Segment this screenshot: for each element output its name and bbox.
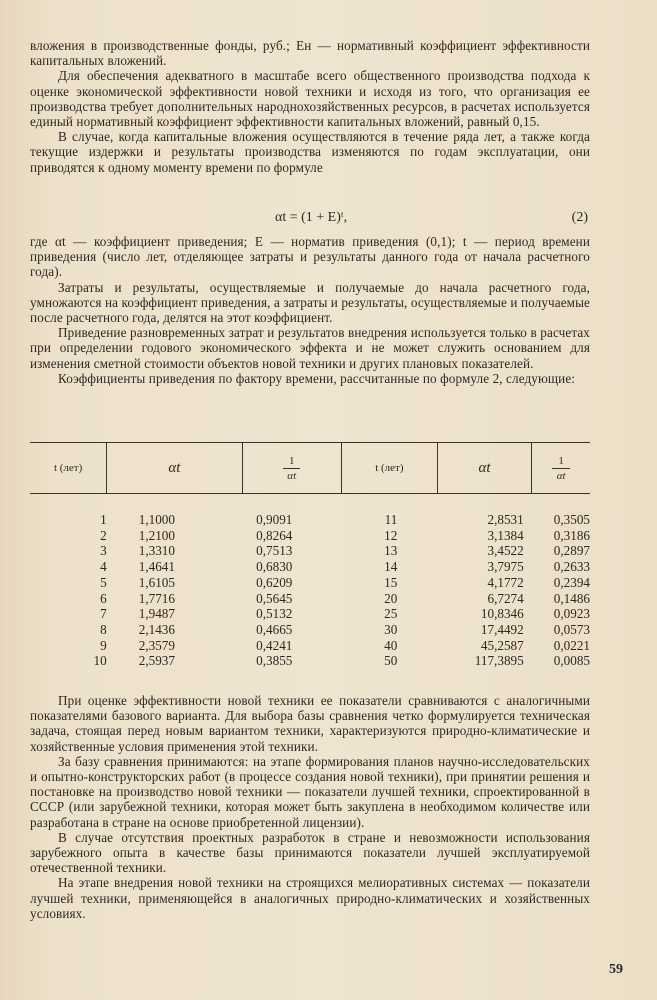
cell-value: 14: [384, 559, 398, 575]
cell-inverse-right: 0,1486: [553, 590, 590, 606]
coefficient-table: [30, 442, 590, 669]
cell-t-left: [30, 575, 107, 591]
cell-t-left: [30, 606, 107, 622]
table-row: [30, 528, 590, 544]
cell-inverse-right: 0,2633: [553, 559, 590, 575]
cell-t-right: [341, 494, 437, 528]
table-row: [30, 653, 590, 669]
cell-value: 12: [384, 527, 398, 543]
cell-t-left: [30, 543, 107, 559]
cell-value: 3: [100, 543, 107, 559]
table-body: [30, 494, 590, 670]
cell-alpha-right: 17,4492: [480, 621, 524, 637]
paragraph: За базу сравнения принимаются: на этапе формирования планов научно-исследовательских и опытно-конструкторских работ (в процессе создания новой техники), при принятии решения и постановке на производство новой техники — показатели лучшей техники, спроектированной в СССР (или зарубежной техники, которая может быть закуплена в необходимом количестве или разработана в стране на основе приобретенной лицензии).: [30, 753, 590, 830]
fraction: [552, 455, 570, 482]
cell-alpha-left: 2,5937: [138, 653, 175, 669]
cell-inverse-right: 0,2897: [553, 543, 590, 559]
cell-alpha-left: 2,3579: [138, 637, 175, 653]
cell-value: 9: [100, 637, 107, 653]
cell-inverse-left: 0,8264: [256, 527, 293, 543]
formula-expression: αt = (1 + E)ᵗ,: [275, 210, 348, 225]
cell-alpha-left: 1,1000: [138, 512, 175, 527]
formula-number: (2): [571, 210, 588, 225]
header-alpha-right: [437, 443, 531, 494]
cell-inverse-right: 0,0221: [553, 637, 590, 653]
cell-t-right: [341, 591, 437, 607]
cell-alpha-right: 6,7274: [487, 590, 524, 606]
cell-t-right: [341, 543, 437, 559]
cell-value: 30: [384, 621, 398, 637]
fraction: [283, 455, 301, 482]
fraction-numerator: 1: [283, 455, 301, 469]
cell-alpha-left: 1,7716: [138, 590, 175, 606]
cell-inverse-right: 0,3505: [553, 512, 590, 527]
cell-alpha-left: 1,6105: [138, 574, 175, 590]
cell-value: 10: [93, 653, 107, 669]
table-header-row: [30, 443, 590, 494]
fraction-numerator: 1: [552, 455, 570, 469]
cell-value: 4: [100, 559, 107, 575]
cell-inverse-right: 0,3186: [553, 527, 590, 543]
header-t-left: t (лет): [30, 443, 107, 494]
cell-value: 8: [100, 621, 107, 637]
cell-alpha-left: 1,2100: [138, 527, 175, 543]
paragraph: Для обеспечения адекватного в масштабе всего общественного производства подхода к оценке экономической эффективности новой техники и исходя из того, что организация ее производства требует дополнительных народнохозяйственных ресурсов, в расчетах используется единый нормативный коэффициент эффективности капитальных вложений, равный 0,15.: [30, 68, 590, 130]
cell-t-right: [341, 622, 437, 638]
cell-value: 13: [384, 543, 398, 559]
cell-value: 40: [384, 637, 398, 653]
cell-alpha-right: 4,1772: [487, 574, 524, 590]
paragraph: В случае, когда капитальные вложения осуществляются в течение ряда лет, а также когда текущие издержки и результаты производства изменяются по годам эксплуатации, они приводятся к одному моменту времени по формуле: [30, 129, 590, 175]
table-row: [30, 622, 590, 638]
fraction-denominator: αt: [556, 469, 566, 482]
cell-alpha-right: 3,7975: [487, 559, 524, 575]
cell-inverse-left: 0,6209: [256, 574, 293, 590]
cell-value: 20: [384, 590, 398, 606]
cell-t-left: [30, 622, 107, 638]
top-text-block: [30, 38, 590, 175]
cell-value: 2: [100, 527, 107, 543]
paragraph: При оценке эффективности новой техники ее показатели сравниваются с аналогичными показателями базового варианта. Для выбора базы сравнения четко формулируется техническая задача, стоящая перед новым вариантом техники, характеризуются природно-климатические и хозяйственные условия применения этой техники.: [30, 693, 590, 754]
cell-t-left: [30, 559, 107, 575]
middle-text-block: [30, 234, 590, 386]
cell-value: 6: [100, 590, 107, 606]
cell-inverse-left: 0,4241: [256, 637, 293, 653]
fraction-denominator: αt: [287, 469, 297, 482]
cell-inverse-right: 0,0085: [553, 653, 590, 669]
cell-value: 1: [100, 512, 107, 527]
cell-t-right: [341, 606, 437, 622]
table-row: [30, 638, 590, 654]
cell-value: 7: [100, 606, 107, 622]
cell-inverse-right: 0,0573: [553, 621, 590, 637]
table-row: [30, 494, 590, 528]
formula-line: [30, 210, 590, 230]
cell-alpha-left: 1,4641: [138, 559, 175, 575]
cell-alpha-left: 1,3310: [138, 543, 175, 559]
cell-t-left: [30, 653, 107, 669]
cell-t-left: [30, 638, 107, 654]
cell-t-right: [341, 575, 437, 591]
cell-value: 5: [100, 574, 107, 590]
table-row: [30, 591, 590, 607]
cell-alpha-right: 3,4522: [487, 543, 524, 559]
cell-alpha-right: 45,2587: [480, 637, 524, 653]
page-number: 59: [609, 962, 623, 977]
table-row: [30, 543, 590, 559]
cell-t-right: [341, 653, 437, 669]
table-row: [30, 606, 590, 622]
cell-inverse-right: 0,0923: [553, 606, 590, 622]
cell-t-right: [341, 528, 437, 544]
cell-t-left: [30, 494, 107, 528]
cell-t-left: [30, 528, 107, 544]
cell-alpha-right: 117,3895: [474, 653, 524, 669]
cell-alpha-left: 2,1436: [138, 621, 175, 637]
paragraph: Коэффициенты приведения по фактору времени, рассчитанные по формуле 2, следующие:: [58, 370, 576, 386]
cell-value: 25: [384, 606, 398, 622]
bottom-text-block: [30, 693, 590, 921]
cell-inverse-left: 0,7513: [256, 543, 293, 559]
cell-alpha-right: 3,1384: [487, 527, 524, 543]
cell-value: 15: [384, 574, 398, 590]
table-row: [30, 559, 590, 575]
cell-inverse-left: 0,3855: [256, 653, 293, 669]
cell-inverse-left: 0,5132: [256, 606, 293, 622]
cell-alpha-right: 10,8346: [480, 606, 524, 622]
header-alpha-left: [107, 443, 242, 494]
cell-inverse-left: 0,5645: [256, 590, 293, 606]
paragraph: На этапе внедрения новой техники на строящихся мелиоративных системах — показатели лучшей техники, применяющейся в аналогичных природно-климатических и хозяйственных условиях.: [30, 875, 590, 921]
cell-inverse-right: 0,2394: [553, 574, 590, 590]
paragraph: В случае отсутствия проектных разработок в стране и невозможности использования зарубежного опыта в качестве базы принимаются показатели лучшей эксплуатируемой отечественной техники.: [30, 829, 590, 876]
cell-inverse-left: 0,9091: [256, 512, 293, 527]
cell-alpha-left: 1,9487: [138, 606, 175, 622]
table-row: [30, 575, 590, 591]
cell-t-right: [341, 559, 437, 575]
paragraph: вложения в производственные фонды, руб.; Eн — нормативный коэффициент эффективности капитальных вложений.: [30, 38, 590, 69]
alpha-symbol: αt: [478, 459, 491, 476]
cell-inverse-left: 0,4665: [256, 621, 293, 637]
paragraph: где αt — коэффициент приведения; E — норматив приведения (0,1); t — период времени приведения (число лет, отделяющее затраты и результаты данного года от начала расчетного года).: [30, 234, 590, 280]
header-inverse-right: [532, 443, 590, 494]
cell-value: 50: [384, 653, 398, 669]
header-inverse-left: [242, 443, 341, 494]
cell-value: 11: [384, 512, 398, 527]
alpha-symbol: αt: [168, 459, 181, 476]
header-t-right: t (лет): [341, 443, 437, 494]
cell-t-left: [30, 591, 107, 607]
paragraph: Приведение разновременных затрат и результатов внедрения используется только в расчетах при определении годового экономического эффекта и не может служить основанием для изменения сметной стоимости объектов новой техники и других плановых показателей.: [30, 325, 590, 371]
cell-inverse-left: 0,6830: [256, 559, 293, 575]
paragraph: Затраты и результаты, осуществляемые и получаемые до начала расчетного года, умножаются на коэффициент приведения, а затраты и результаты, осуществляемые и получаемые после расчетного года, делятся на этот коэффициент.: [30, 279, 591, 326]
cell-alpha-right: 2,8531: [487, 512, 524, 527]
cell-t-right: [341, 638, 437, 654]
